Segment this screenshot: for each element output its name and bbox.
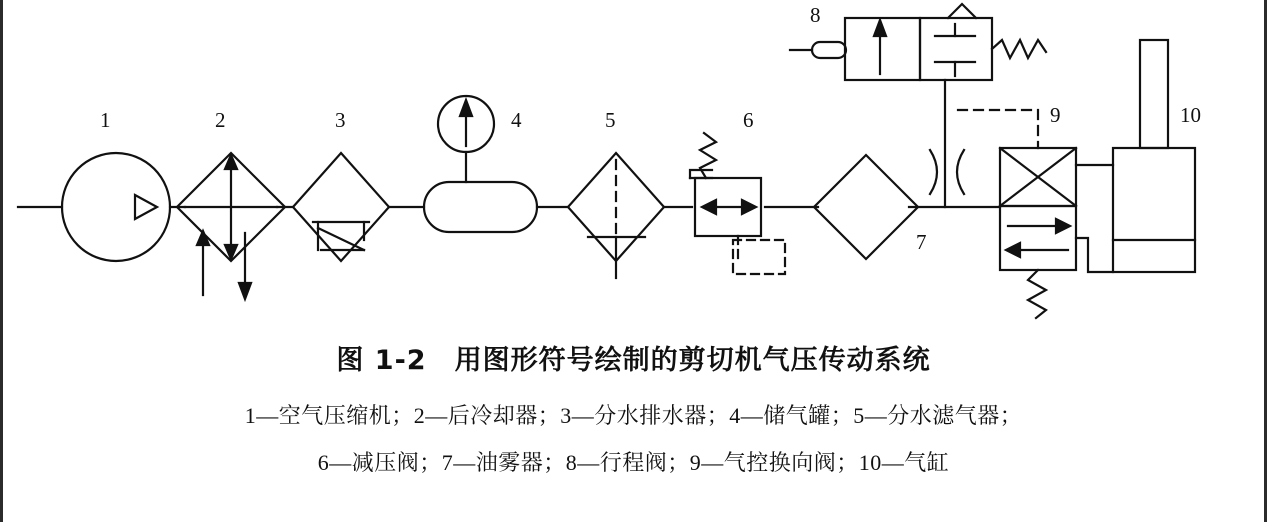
throttle-symbol-right xyxy=(957,150,964,194)
travel-valve-lever xyxy=(948,4,976,18)
directional-valve-spring xyxy=(1028,270,1046,318)
figure-legend-line-1: 1—空气压缩机；2—后冷却器；3—分水排水器；4—储气罐；5—分水滤气器； xyxy=(244,403,1023,428)
cylinder-rod xyxy=(1140,40,1168,148)
label-component-7: 7 xyxy=(916,230,927,254)
valve-flow-arrow-left xyxy=(702,200,716,214)
travel-valve-arrow-head xyxy=(874,20,886,36)
compressor-arrow xyxy=(135,195,157,219)
separator-box-diag xyxy=(318,228,364,250)
label-component-10: 10 xyxy=(1180,103,1201,127)
figure-legend-line-2: 6—减压阀；7—油雾器；8—行程阀；9—气控换向阀；10—气缸 xyxy=(317,450,950,475)
throttle-symbol-left xyxy=(930,150,937,194)
travel-valve-spring xyxy=(992,40,1046,58)
label-component-1: 1 xyxy=(100,108,111,132)
valve-spring xyxy=(700,133,716,178)
dv-lower-arrow-1 xyxy=(1056,219,1070,233)
label-component-9: 9 xyxy=(1050,103,1061,127)
valve-flow-arrow-right xyxy=(742,200,756,214)
figure-caption-block xyxy=(0,330,1267,477)
figure-title: 图 1-2 用图形符号绘制的剪切机气压传动系统 xyxy=(336,345,931,376)
symbol-compressor xyxy=(62,153,170,261)
label-component-2: 2 xyxy=(215,108,226,132)
dv-lower-arrow-2 xyxy=(1006,243,1020,257)
pilot-dashed-to-valve9 xyxy=(958,110,1038,148)
symbol-lubricator xyxy=(814,155,918,259)
symbol-water-separator xyxy=(293,153,389,261)
label-component-5: 5 xyxy=(605,108,616,132)
cooler-water-out-arrow xyxy=(239,283,251,299)
label-component-3: 3 xyxy=(335,108,346,132)
symbol-air-tank xyxy=(424,182,537,232)
symbol-cylinder-body xyxy=(1113,148,1195,272)
valve-pilot-box xyxy=(733,240,785,274)
symbol-directional-valve-lower xyxy=(1000,206,1076,270)
pipe-valve9-cyl-bottom xyxy=(1076,238,1113,272)
label-component-8: 8 xyxy=(810,3,821,27)
label-component-4: 4 xyxy=(511,108,522,132)
label-component-6: 6 xyxy=(743,108,754,132)
gauge-needle-arrow xyxy=(460,100,472,116)
travel-valve-plunger xyxy=(812,42,846,58)
